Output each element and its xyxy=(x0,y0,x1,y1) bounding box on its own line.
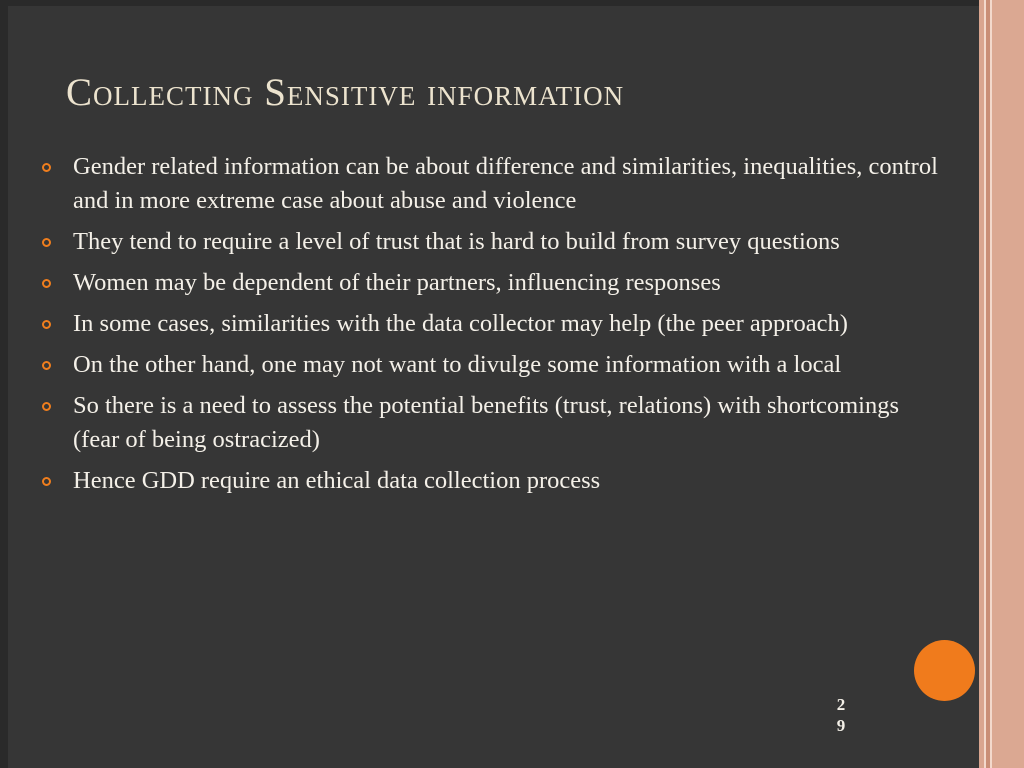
bullet-text: Women may be dependent of their partners, influencing responses xyxy=(73,269,721,296)
circle-bullet-icon xyxy=(42,238,51,247)
bullet-item xyxy=(38,307,938,341)
right-border-band xyxy=(992,0,1024,768)
circle-bullet-icon xyxy=(42,477,51,486)
bullet-text: So there is a need to assess the potential benefits (trust, relations) with shortcomings (fear of being ostracized) xyxy=(73,392,900,453)
slide-title: Collecting Sensitive information xyxy=(66,71,625,114)
page-number: 29 xyxy=(836,695,846,735)
bullet-item xyxy=(38,348,938,382)
bullet-text: On the other hand, one may not want to divulge some information with a local xyxy=(73,351,842,378)
bullet-text: Hence GDD require an ethical data collection process xyxy=(73,467,601,494)
circle-bullet-icon xyxy=(42,320,51,329)
circle-bullet-icon xyxy=(42,402,51,411)
circle-bullet-icon xyxy=(42,361,51,370)
slide-frame-left xyxy=(0,0,8,768)
bullet-item xyxy=(38,266,938,300)
bullet-text: They tend to require a level of trust that is hard to build from survey questions xyxy=(73,228,840,255)
bullet-text: In some cases, similarities with the data collector may help (the peer approach) xyxy=(73,310,848,337)
bullet-item xyxy=(38,389,938,457)
bullet-item xyxy=(38,464,938,498)
bullet-list xyxy=(38,150,938,505)
decorative-circle xyxy=(914,640,975,701)
slide-frame-top xyxy=(0,0,980,6)
circle-bullet-icon xyxy=(42,279,51,288)
bullet-item xyxy=(38,225,938,259)
bullet-text: Gender related information can be about difference and similarities, inequalities, control and in more extreme case about abuse and violence xyxy=(73,153,938,214)
bullet-item xyxy=(38,150,938,218)
circle-bullet-icon xyxy=(42,163,51,172)
